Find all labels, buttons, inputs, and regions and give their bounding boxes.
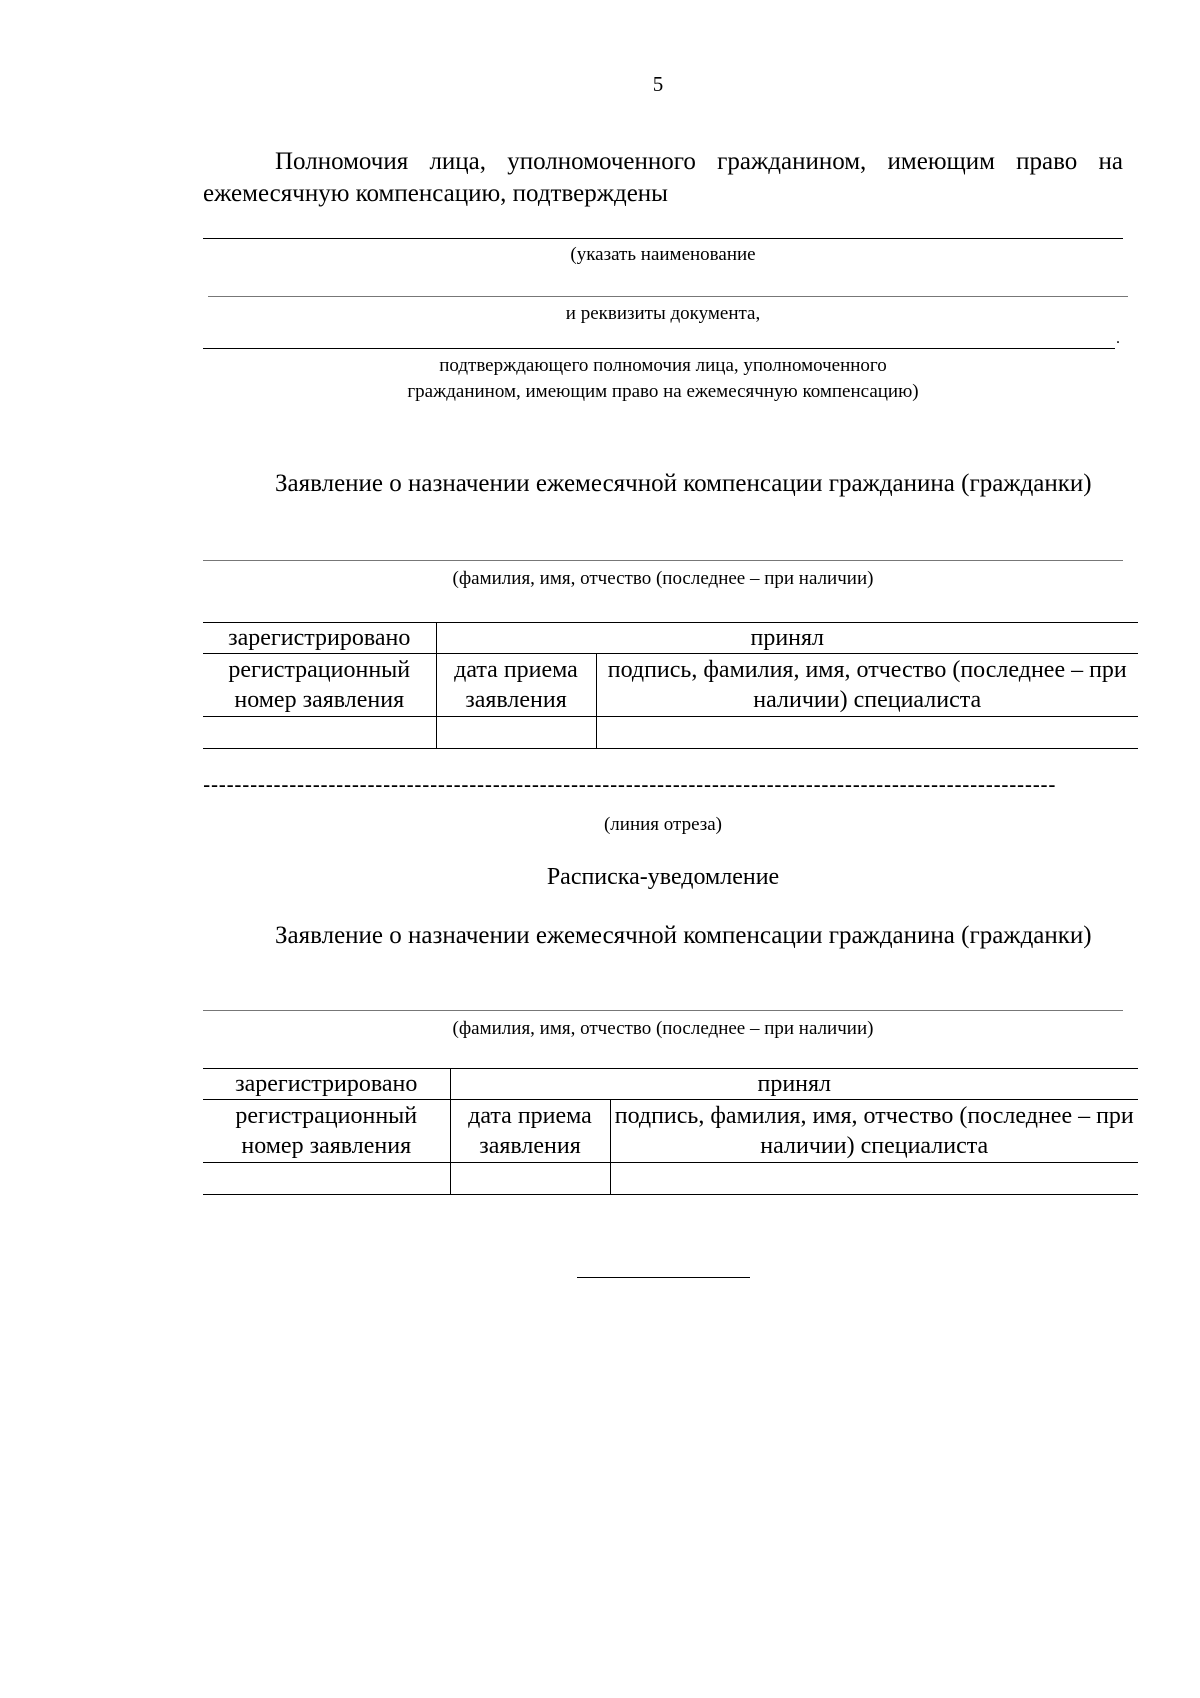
document-authority-line[interactable] bbox=[203, 348, 1115, 349]
authority-paragraph-text: Полномочия лица, уполномоченного гражданином, имеющим право на ежемесячную компенсацию, подтверждены bbox=[203, 148, 1123, 207]
date-header: дата приема заявления bbox=[436, 654, 596, 717]
receipt-reg-number-header: регистрационный номер заявления bbox=[203, 1100, 450, 1163]
receipt-registered-header: зарегистрировано bbox=[203, 1069, 450, 1100]
receipt-date-header: дата приема заявления bbox=[450, 1100, 610, 1163]
cut-line-caption: (линия отреза) bbox=[603, 814, 723, 835]
document-name-caption: (указать наименование bbox=[570, 244, 756, 265]
line-end-dot: . bbox=[1116, 330, 1120, 347]
application-registration-table bbox=[203, 622, 1138, 749]
receipt-reg-number-cell[interactable] bbox=[203, 1163, 450, 1195]
date-cell[interactable] bbox=[436, 717, 596, 749]
applicant-fio-caption: (фамилия, имя, отчество (последнее – при наличии) bbox=[452, 568, 874, 589]
document-name-line[interactable] bbox=[203, 238, 1123, 239]
receipt-date-cell[interactable] bbox=[450, 1163, 610, 1195]
application-paragraph bbox=[203, 468, 1123, 500]
authority-paragraph bbox=[203, 146, 1123, 210]
receipt-title: Расписка-уведомление bbox=[546, 864, 780, 890]
receipt-paragraph bbox=[203, 920, 1123, 952]
application-paragraph-text: Заявление о назначении ежемесячной компенсации гражданина (гражданки) bbox=[275, 470, 1092, 497]
reg-number-cell[interactable] bbox=[203, 717, 436, 749]
document-details-line[interactable] bbox=[208, 296, 1128, 297]
receipt-signature-cell[interactable] bbox=[610, 1163, 1138, 1195]
registered-header: зарегистрировано bbox=[203, 623, 436, 654]
signature-cell[interactable] bbox=[596, 717, 1138, 749]
applicant-fio-line[interactable] bbox=[203, 560, 1123, 561]
page-number: 5 bbox=[652, 72, 664, 96]
cut-line: ------------------------------------------------------------------------------------------------------------- bbox=[203, 772, 1057, 797]
receipt-accepted-header: принял bbox=[450, 1069, 1138, 1100]
reg-number-header: регистрационный номер заявления bbox=[203, 654, 436, 717]
authority-caption-line1: подтверждающего полномочия лица, уполномоченного bbox=[439, 355, 887, 376]
authority-caption-line2: гражданином, имеющим право на ежемесячную компенсацию) bbox=[407, 381, 919, 402]
signature-header: подпись, фамилия, имя, отчество (последнее – при наличии) специалиста bbox=[596, 654, 1138, 717]
receipt-registration-table bbox=[203, 1068, 1138, 1195]
accepted-header: принял bbox=[436, 623, 1138, 654]
receipt-fio-caption: (фамилия, имя, отчество (последнее – при наличии) bbox=[452, 1018, 874, 1039]
end-of-document-rule bbox=[577, 1277, 750, 1278]
receipt-signature-header: подпись, фамилия, имя, отчество (последнее – при наличии) специалиста bbox=[610, 1100, 1138, 1163]
document-details-caption: и реквизиты документа, bbox=[565, 303, 761, 324]
receipt-fio-line[interactable] bbox=[203, 1010, 1123, 1011]
receipt-paragraph-text: Заявление о назначении ежемесячной компенсации гражданина (гражданки) bbox=[275, 922, 1092, 949]
